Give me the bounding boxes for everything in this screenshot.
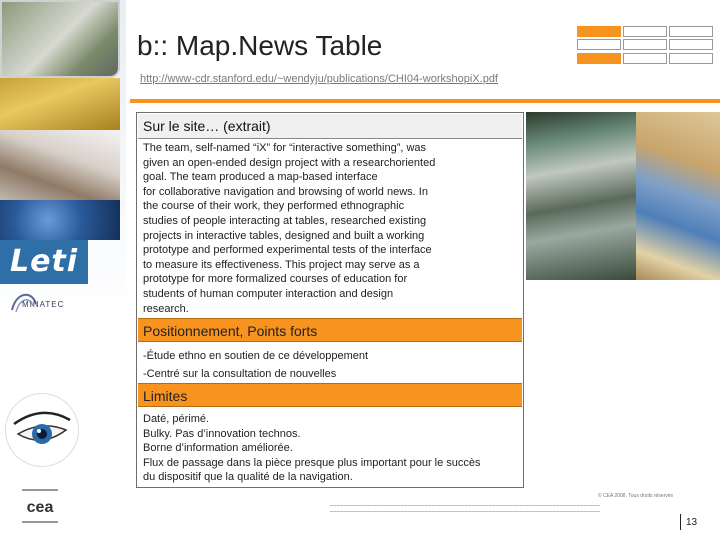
deco-square: [669, 26, 713, 37]
deco-square: [669, 39, 713, 50]
text-line: research.: [143, 302, 189, 315]
wafer-photo: [0, 200, 120, 240]
text-line: goal. The team produced a map-based interface: [143, 171, 378, 184]
deco-square: [623, 39, 667, 50]
fine-print-line: ▁▁▁▁▁▁▁▁▁▁▁▁▁▁▁▁▁▁▁▁▁▁▁▁▁▁▁▁▁▁▁▁▁▁▁▁▁▁▁▁▁▁▁▁▁▁▁▁▁▁▁▁▁▁▁▁▁▁▁▁▁▁▁▁▁▁▁▁▁▁▁▁▁▁▁▁▁▁▁▁: [330, 507, 601, 512]
limits-section-heading: Limites: [138, 383, 522, 407]
leti-logo: Leti: [0, 240, 88, 284]
table-prototype-photo: [526, 112, 636, 280]
text-line: du dispositif que la qualité de la navigation.: [143, 471, 353, 484]
deco-square: [577, 26, 621, 37]
text-line: Borne d’information améliorée.: [143, 442, 293, 455]
title-divider: [130, 99, 720, 103]
left-photo-strip: [0, 0, 126, 540]
copyright-notice: © CEA 2008. Tous droits réservés: [598, 493, 674, 499]
deco-square: [623, 53, 667, 64]
deco-square: [577, 53, 621, 64]
text-line: for collaborative navigation and browsing of world news. In: [143, 185, 428, 198]
text-line: to measure its effectiveness. This project may serve as a: [143, 258, 420, 271]
slide-title: b:: Map.News Table: [137, 30, 383, 61]
deco-square: [577, 39, 621, 50]
text-line: Flux de passage dans la pièce presque plus important pour le succès: [143, 456, 481, 469]
minatec-label: MINATEC: [22, 300, 65, 309]
text-line: -Étude ethno en soutien de ce développement: [143, 350, 369, 362]
positioning-list: [143, 347, 518, 383]
source-link[interactable]: http://www-cdr.stanford.edu/~wendyju/publications/CHI04-workshopiX.pdf: [140, 73, 498, 85]
text-line: the course of their work, they performed ethnographic: [143, 200, 405, 213]
page-number-divider: [680, 514, 681, 530]
text-line: prototype for more formalized courses of education for: [143, 273, 408, 286]
deco-square: [669, 53, 713, 64]
page-number: 13: [686, 517, 698, 528]
map-interface-photo: [636, 112, 720, 280]
fine-print-line: ▁▁▁▁▁▁▁▁▁▁▁▁▁▁▁▁▁▁▁▁▁▁▁▁▁▁▁▁▁▁▁▁▁▁▁▁▁▁▁▁▁▁▁▁▁▁▁▁▁▁▁▁▁▁▁▁▁▁▁▁▁▁▁▁▁▁▁▁▁▁▁▁▁▁▁▁▁▁▁▁: [330, 501, 601, 506]
positioning-section-heading: Positionnement, Points forts: [138, 318, 522, 342]
lab-researcher-photo: [0, 130, 120, 200]
deco-square: [623, 26, 667, 37]
text-line: Daté, périmé.: [143, 413, 210, 425]
text-line: Bulky. Pas d’innovation technos.: [143, 427, 301, 440]
text-line: given an open-ended design project with a researchoriented: [143, 156, 436, 169]
eye-icon: [6, 394, 78, 466]
cleanroom-photo: [0, 78, 120, 130]
cea-logo-text: cea: [26, 499, 54, 516]
text-line: students of human computer interaction and design: [143, 287, 394, 300]
text-line: projects in interactive tables, designed and built a working: [143, 229, 425, 242]
text-line: studies of people interacting at tables, researched existing: [143, 214, 427, 227]
eye-logo: [6, 394, 78, 466]
campus-photo: [0, 0, 120, 78]
limits-list: [143, 412, 518, 485]
site-section-heading: Sur le site… (extrait): [138, 114, 522, 139]
cea-logo: [20, 486, 60, 526]
text-line: -Centré sur la consultation de nouvelles: [143, 368, 337, 380]
text-line: The team, self-named “iX” for “interactive something”, was: [143, 142, 427, 154]
site-description: [143, 141, 518, 316]
text-line: prototype and performed experimental tests of the interface: [143, 244, 432, 257]
